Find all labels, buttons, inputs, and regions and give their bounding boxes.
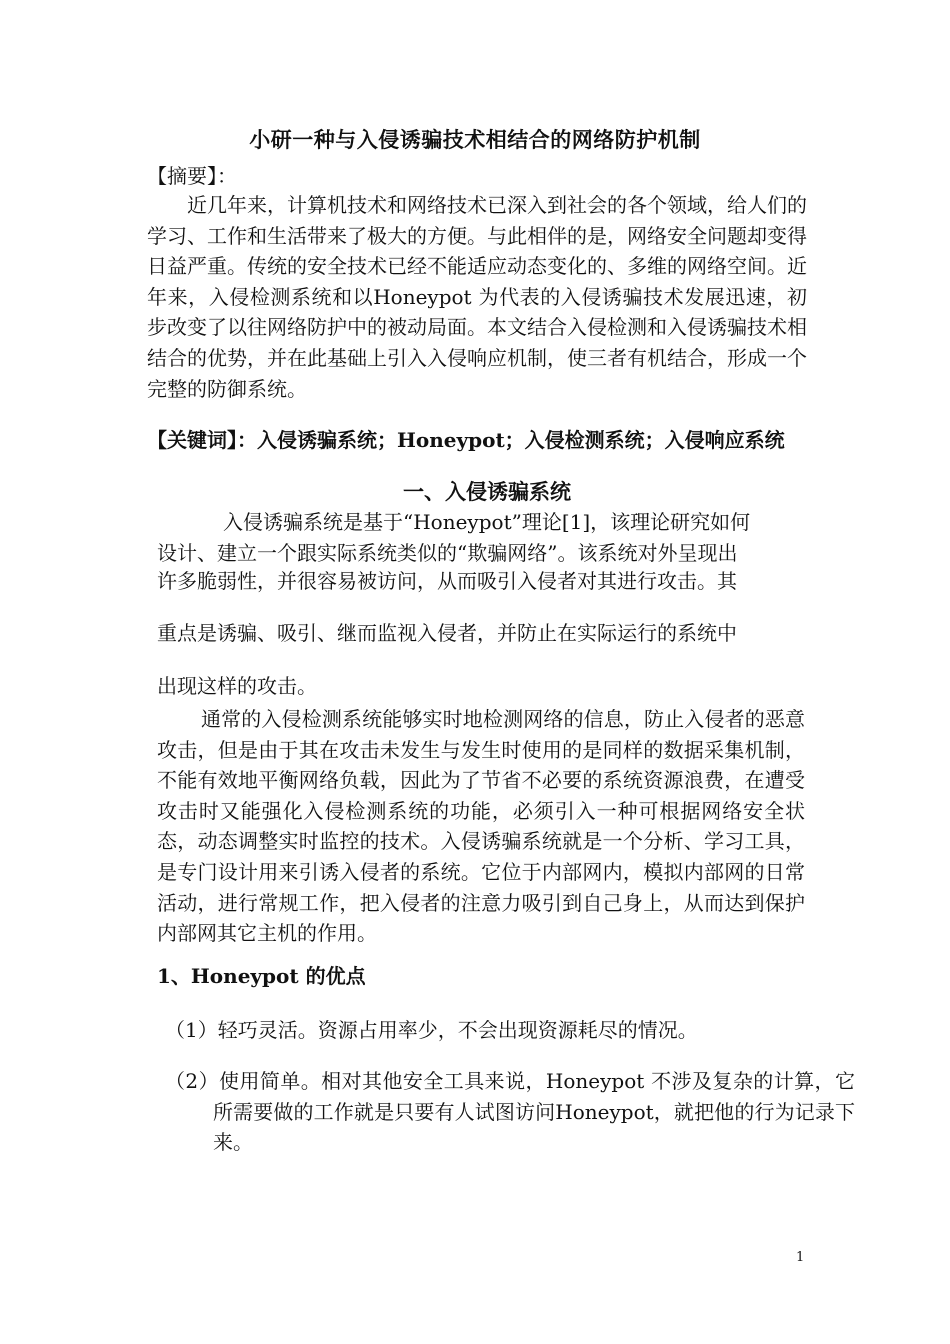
body-text-line: 许多脆弱性，并很容易被访问，从而吸引入侵者对其进行攻击。其 xyxy=(157,569,737,593)
body-paragraph: 通常的入侵检测系统能够实时地检测网络的信息，防止入侵者的恶意攻击，但是由于其在攻击未发生与发生时使用的是同样的数据采集机制，不能有效地平衡网络负载，因此为了节省不必要的系统资源浪费，在遭受攻击时又能强化入侵检测系统的功能，必须引入一种可根据网络安全状态，动态调整实时监控的技术。入侵诱骗系统就是一个分析、学习工具，是专门设计用来引诱入侵者的系统。它位于内部网内，模拟内部网的日常活动，进行常规工作，把入侵者的注意力吸引到自己身上，从而达到保护内部网其它主机的作用。 xyxy=(157,707,805,946)
body-text-line: 重点是诱骗、吸引、继而监视入侵者，并防止在实际运行的系统中 xyxy=(157,621,737,645)
page-number: 1 xyxy=(796,1250,805,1265)
body-text-line: 入侵诱骗系统是基于“Honeypot”理论[1]，该理论研究如何 xyxy=(223,510,751,534)
section-title: 一、入侵诱骗系统 xyxy=(403,479,571,504)
abstract-paragraph: 近几年来，计算机技术和网络技术已深入到社会的各个领域，给人们的学习、工作和生活带来了极大的方便。与此相伴的是，网络安全问题却变得日益严重。传统的安全技术已经不能适应动态变化的、多维的网络空间。近年来，入侵检测系统和以Honeypot 为代表的入侵诱骗技术发展迅速，初步改变了以往网络防护中的被动局面。本文结合入侵检测和入侵诱骗技术相结合的优势，并在此基础上引入入侵响应机制，使三者有机结合，形成一个完整的防御系统。 xyxy=(147,193,807,401)
keywords-line: 【关键词】：入侵诱骗系统；Honeypot；入侵检测系统；入侵响应系统 xyxy=(147,428,785,452)
list-item: （1）轻巧灵活。资源占用率少，不会出现资源耗尽的情况。 xyxy=(165,1018,698,1042)
document-title: 小研一种与入侵诱骗技术相结合的网络防护机制 xyxy=(249,127,701,152)
body-text-line: 设计、建立一个跟实际系统类似的“欺骗网络”。该系统对外呈现出 xyxy=(157,541,738,565)
abstract-label: 【摘要】： xyxy=(147,164,237,188)
body-text-line: 出现这样的攻击。 xyxy=(157,674,317,698)
list-item: （2）使用简单。相对其他安全工具来说，Honeypot 不涉及复杂的计算，它所需要做的工作就是只要有人试图访问Honeypot，就把他的行为记录下来。 xyxy=(165,1069,855,1155)
subsection-title: 1、Honeypot 的优点 xyxy=(157,964,366,988)
